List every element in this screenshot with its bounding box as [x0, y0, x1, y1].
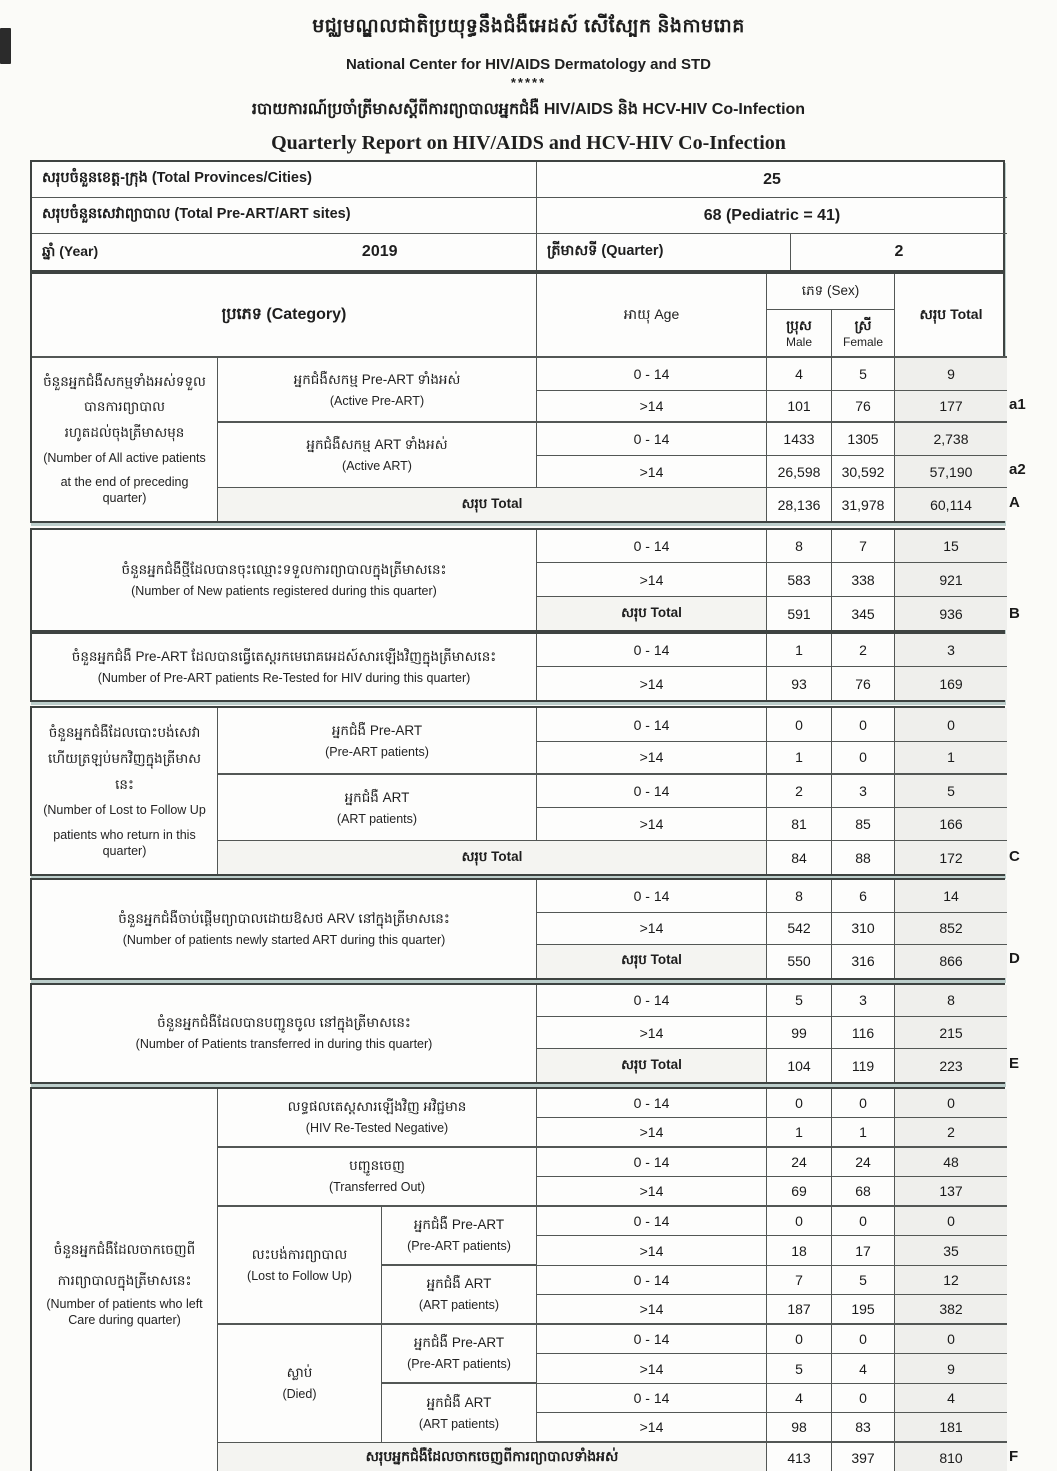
died-preart-label	[382, 1325, 537, 1384]
male-value-cell: 2	[767, 775, 832, 808]
female-value-cell: 119	[832, 1049, 895, 1081]
age-cell: 0 - 14	[537, 1384, 767, 1414]
age-cell: 0 - 14	[537, 1148, 767, 1178]
section-retest-label	[32, 634, 537, 700]
male-value-cell: 0	[767, 708, 832, 741]
label-line: អ្នកជំងឺ Pre-ART	[413, 1335, 505, 1351]
female-value-cell: 17	[832, 1236, 895, 1266]
female-value-cell: 0	[832, 1325, 895, 1355]
total-header: សរុប Total	[895, 274, 1007, 358]
total-value-cell: 2,738	[895, 423, 1007, 456]
age-cell: >14	[537, 1118, 767, 1148]
female-value-cell: 338	[832, 563, 895, 597]
label-line: រហូតដល់ចុងត្រីមាសមុន	[64, 424, 185, 440]
age-cell: 0 - 14	[537, 775, 767, 808]
section-c-label	[32, 708, 218, 874]
male-value-cell: 81	[767, 808, 832, 841]
male-value-cell: 18	[767, 1236, 832, 1266]
male-value-cell: 84	[767, 841, 832, 874]
age-cell: 0 - 14	[537, 423, 767, 456]
art-patients-label	[218, 775, 537, 841]
age-cell: >14	[537, 391, 767, 424]
label-line: អ្នកជំងឺសកម្ម ART ទាំងអស់	[306, 437, 448, 453]
died-art-label	[382, 1384, 537, 1443]
total-value-cell: 60,114	[895, 488, 1007, 521]
label-line: (Number of Patients transferred in during this quarter)	[135, 1037, 433, 1052]
preart-patients-label	[218, 708, 537, 774]
section-f-label	[32, 1089, 218, 1471]
section-retest-table	[30, 632, 1005, 702]
age-cell: >14	[537, 1354, 767, 1384]
female-value-cell: 4	[832, 1354, 895, 1384]
label-line: patients who return in this quarter)	[53, 828, 196, 859]
info-table-wrap	[30, 160, 1005, 272]
female-value-cell: 1305	[832, 423, 895, 456]
female-value-cell: 6	[832, 880, 895, 912]
female-value-cell: 316	[832, 945, 895, 977]
age-cell: >14	[537, 1295, 767, 1325]
female-value-cell: 0	[832, 1089, 895, 1119]
section-d-table	[30, 878, 1005, 979]
age-cell: >14	[537, 742, 767, 775]
female-value-cell: 68	[832, 1177, 895, 1207]
total-value-cell: 0	[895, 708, 1007, 741]
total-value-cell: 223	[895, 1049, 1007, 1081]
label-line: (Pre-ART patients)	[407, 1357, 511, 1372]
male-value-cell: 104	[767, 1049, 832, 1081]
row-letter-a1: a1	[1009, 396, 1026, 413]
total-value-cell: 8	[895, 985, 1007, 1017]
female-value-cell: 195	[832, 1295, 895, 1325]
age-cell: 0 - 14	[537, 880, 767, 912]
female-value-cell: 24	[832, 1148, 895, 1178]
info-table	[30, 160, 1005, 272]
male-value-cell: 26,598	[767, 456, 832, 489]
age-cell: 0 - 14	[537, 985, 767, 1017]
section-a-wrap	[30, 272, 1026, 523]
total-row-label: សរុប Total	[218, 488, 767, 521]
section-b-label	[32, 530, 537, 631]
age-cell: 0 - 14	[537, 1266, 767, 1296]
male-value-cell: 550	[767, 945, 832, 977]
female-value-cell: 30,592	[832, 456, 895, 489]
section-f-table	[30, 1087, 1005, 1471]
female-value-cell: 3	[832, 985, 895, 1017]
female-value-cell: 3	[832, 775, 895, 808]
label-line: អ្នកជំងឺ ART	[426, 1394, 492, 1410]
male-value-cell: 4	[767, 358, 832, 391]
total-value-cell: 0	[895, 1207, 1007, 1237]
age-cell: >14	[537, 1177, 767, 1207]
total-value-cell: 0	[895, 1089, 1007, 1119]
age-cell: 0 - 14	[537, 708, 767, 741]
female-value-cell: 310	[832, 913, 895, 945]
section-f-wrap	[30, 1087, 1019, 1471]
label-line: (Number of Pre-ART patients Re-Tested for HIV during this quarter)	[97, 671, 471, 686]
label-line: (Number of New patients registered during this quarter)	[131, 584, 437, 599]
total-value-cell: 15	[895, 530, 1007, 564]
section-a-table	[30, 272, 1005, 523]
label-line: ចំនួនអ្នកជំងឺដែលចាកចេញពី	[53, 1241, 196, 1257]
age-cell: 0 - 14	[537, 358, 767, 391]
age-cell: 0 - 14	[537, 530, 767, 564]
total-value-cell: 382	[895, 1295, 1007, 1325]
quarter-value: 2	[894, 243, 904, 260]
female-header-khmer: ស្រី	[854, 317, 872, 333]
label-line: (Number of patients newly started ART during this quarter)	[122, 932, 446, 947]
page-header	[0, 0, 1057, 155]
total-value-cell: 9	[895, 1354, 1007, 1384]
year-value: 2019	[361, 243, 398, 260]
row-letter-A: A	[1009, 494, 1020, 511]
male-value-cell: 1433	[767, 423, 832, 456]
female-value-cell: 76	[832, 391, 895, 424]
label-line: អ្នកជំងឺសកម្ម Pre-ART ទាំងអស់	[293, 371, 461, 387]
total-value-cell: 0	[895, 1325, 1007, 1355]
section-f-total-label: សរុបអ្នកជំងឺដែលចាកចេញពីការព្យាបាលទាំងអស់	[218, 1443, 767, 1471]
female-value-cell: 85	[832, 808, 895, 841]
row-letter-E: E	[1009, 1054, 1020, 1072]
age-cell: 0 - 14	[537, 1207, 767, 1237]
section-c-wrap	[30, 706, 1020, 876]
sites-value: 68 (Pediatric = 41)	[537, 198, 1007, 234]
provinces-value: 25	[537, 162, 1007, 198]
age-cell: >14	[537, 913, 767, 945]
female-value-cell: 83	[832, 1413, 895, 1443]
label-line: ហើយត្រឡប់មកវិញក្នុងត្រីមាស	[47, 750, 202, 766]
total-value-cell: 137	[895, 1177, 1007, 1207]
female-value-cell: 0	[832, 742, 895, 775]
female-value-cell: 31,978	[832, 488, 895, 521]
provinces-label: សរុបចំនួនខេត្ត-ក្រុង (Total Provinces/Cities)	[32, 162, 537, 198]
male-value-cell: 1	[767, 634, 832, 667]
label-line: ចំនួនអ្នកជំងឺដែលបោះបង់សេវា	[48, 724, 201, 740]
total-row-label: សរុប Total	[537, 945, 767, 977]
male-value-cell: 98	[767, 1413, 832, 1443]
label-line: (Number of All active patients	[43, 450, 206, 465]
total-value-cell: 852	[895, 913, 1007, 945]
lost-to-follow-up-label	[218, 1207, 382, 1325]
label-line: នេះ	[115, 776, 134, 792]
male-value-cell: 93	[767, 667, 832, 700]
age-cell: >14	[537, 1017, 767, 1049]
age-cell: >14	[537, 808, 767, 841]
total-value-cell: 12	[895, 1266, 1007, 1296]
active-art-label	[218, 423, 537, 488]
ltfu-preart-label	[382, 1207, 537, 1266]
report-title-khmer: របាយការណ៍ប្រចាំត្រីមាសស្តីពីការព្យាបាលអ្នកជំងឺ HIV/AIDS និង HCV-HIV Co-Infection	[251, 101, 806, 118]
total-value-cell: 215	[895, 1017, 1007, 1049]
row-letter-D: D	[1009, 950, 1020, 968]
report-title-english: Quarterly Report on HIV/AIDS and HCV-HIV Co-Infection	[271, 132, 786, 154]
label-line: (Transferred Out)	[328, 1180, 426, 1195]
transferred-out-label	[218, 1148, 537, 1207]
male-value-cell: 0	[767, 1325, 832, 1355]
total-row-label: សរុប Total	[218, 841, 767, 874]
label-line: ការព្យាបាលក្នុងត្រីមាសនេះ	[57, 1272, 192, 1288]
scan-artifact	[0, 28, 11, 64]
female-value-cell: 0	[832, 708, 895, 741]
label-line: បញ្ជូនចេញ	[349, 1158, 405, 1174]
label-line: Care during quarter)	[68, 1312, 181, 1327]
total-value-cell: 35	[895, 1236, 1007, 1266]
male-value-cell: 8	[767, 530, 832, 564]
label-line: (Number of patients who left	[46, 1296, 203, 1311]
female-value-cell: 116	[832, 1017, 895, 1049]
section-e-label	[32, 985, 537, 1082]
female-value-cell: 397	[832, 1443, 895, 1471]
male-value-cell: 413	[767, 1443, 832, 1471]
label-line: លះបង់ការព្យាបាល	[251, 1246, 348, 1262]
label-line: ចំនួនអ្នកជំងឺ Pre-ART ដែលបានធ្វើតេស្តរកមេរោគអេដស៍សារឡើងវិញក្នុងត្រីមាសនេះ	[71, 649, 497, 665]
label-line: អ្នកជំងឺ ART	[426, 1276, 492, 1292]
age-cell: >14	[537, 456, 767, 489]
male-value-cell: 99	[767, 1017, 832, 1049]
male-value-cell: 0	[767, 1089, 832, 1119]
label-line: (Died)	[282, 1387, 317, 1402]
label-line: (ART patients)	[418, 1416, 500, 1431]
total-value-cell: 2	[895, 1118, 1007, 1148]
male-value-cell: 69	[767, 1177, 832, 1207]
category-header: ប្រភេទ (Category)	[32, 274, 537, 358]
total-value-cell: 177	[895, 391, 1007, 424]
label-line: ចំនួនអ្នកជំងឺចាប់ផ្តើមព្យាបាលដោយឱសថ ARV នៅក្នុងត្រីមាសនេះ	[118, 910, 450, 926]
female-header-english: Female	[842, 334, 883, 349]
male-value-cell: 0	[767, 1207, 832, 1237]
total-value-cell: 3	[895, 634, 1007, 667]
label-line: (Number of Lost to Follow Up	[43, 803, 206, 818]
male-header	[767, 310, 832, 358]
female-value-cell: 0	[832, 1384, 895, 1414]
section-d-wrap	[30, 878, 1020, 979]
label-line: ចំនួនអ្នកជំងឺថ្មីដែលបានចុះឈ្មោះទទួលការព្យាបាលក្នុងត្រីមាសនេះ	[121, 562, 447, 578]
female-header	[832, 310, 895, 358]
female-value-cell: 7	[832, 530, 895, 564]
male-value-cell: 1	[767, 1118, 832, 1148]
year-cell	[32, 234, 537, 270]
female-value-cell: 5	[832, 1266, 895, 1296]
total-value-cell: 172	[895, 841, 1007, 874]
total-value-cell: 4	[895, 1384, 1007, 1414]
row-letter-F: F	[1009, 1447, 1019, 1465]
label-line: (ART patients)	[418, 1298, 500, 1313]
row-letter-C: C	[1009, 848, 1020, 866]
section-c-table	[30, 706, 1005, 876]
total-value-cell: 1	[895, 742, 1007, 775]
female-value-cell: 76	[832, 667, 895, 700]
section-e-table	[30, 983, 1005, 1084]
total-value-cell: 14	[895, 880, 1007, 912]
label-line: លទ្ធផលតេស្តសារឡើងវិញ អវិជ្ជមាន	[287, 1099, 467, 1115]
male-value-cell: 101	[767, 391, 832, 424]
divider-stars: *****	[510, 75, 547, 90]
retested-negative-label	[218, 1089, 537, 1148]
male-value-cell: 4	[767, 1384, 832, 1414]
ltfu-art-label	[382, 1266, 537, 1325]
male-value-cell: 187	[767, 1295, 832, 1325]
female-value-cell: 88	[832, 841, 895, 874]
org-name-khmer: មជ្ឈមណ្ឌលជាតិប្រយុទ្ធនឹងជំងឺអេដស៍ សើស្បែក និងកាមរោគ	[312, 16, 745, 37]
male-value-cell: 24	[767, 1148, 832, 1178]
total-value-cell: 181	[895, 1413, 1007, 1443]
total-row-label: សរុប Total	[537, 1049, 767, 1081]
male-value-cell: 5	[767, 985, 832, 1017]
female-value-cell: 345	[832, 597, 895, 631]
total-value-cell: 936	[895, 597, 1007, 631]
label-line: បានការព្យាបាល	[84, 399, 165, 415]
label-line: (Lost to Follow Up)	[247, 1268, 352, 1283]
total-value-cell: 169	[895, 667, 1007, 700]
age-cell: 0 - 14	[537, 1325, 767, 1355]
total-value-cell: 48	[895, 1148, 1007, 1178]
male-value-cell: 5	[767, 1354, 832, 1384]
section-b-wrap	[30, 528, 1020, 633]
male-header-khmer: ប្រុស	[786, 317, 812, 333]
total-value-cell: 166	[895, 808, 1007, 841]
age-cell: >14	[537, 563, 767, 597]
total-value-cell: 5	[895, 775, 1007, 808]
age-header: អាយុ Age	[537, 274, 767, 358]
section-e-wrap	[30, 983, 1020, 1084]
total-value-cell: 921	[895, 563, 1007, 597]
section-d-label	[32, 880, 537, 977]
total-value-cell: 866	[895, 945, 1007, 977]
age-cell: 0 - 14	[537, 1089, 767, 1119]
female-value-cell: 5	[832, 358, 895, 391]
male-value-cell: 7	[767, 1266, 832, 1296]
label-line: (HIV Re-Tested Negative)	[305, 1121, 449, 1136]
total-value-cell: 810	[895, 1443, 1007, 1471]
org-name-english: National Center for HIV/AIDS Dermatology and STD	[345, 56, 712, 73]
female-value-cell: 1	[832, 1118, 895, 1148]
label-line: អ្នកជំងឺ Pre-ART	[331, 722, 423, 738]
female-value-cell: 2	[832, 634, 895, 667]
row-letter-B: B	[1009, 604, 1020, 622]
male-value-cell: 583	[767, 563, 832, 597]
sex-header: ភេទ (Sex)	[767, 274, 895, 310]
age-cell: >14	[537, 667, 767, 700]
male-value-cell: 591	[767, 597, 832, 631]
female-value-cell: 0	[832, 1207, 895, 1237]
section-a-label	[32, 358, 218, 521]
male-header-english: Male	[785, 334, 812, 349]
died-label	[218, 1325, 382, 1443]
total-value-cell: 57,190	[895, 456, 1007, 489]
label-line: អ្នកជំងឺ ART	[344, 789, 410, 805]
label-line: ចំនួនអ្នកជំងឺដែលបានបញ្ជូនចូល នៅក្នុងត្រីមាសនេះ	[157, 1015, 411, 1031]
active-preart-label	[218, 358, 537, 423]
quarter-label: ត្រីមាសទី (Quarter)	[537, 234, 791, 270]
age-cell: >14	[537, 1236, 767, 1266]
male-value-cell: 1	[767, 742, 832, 775]
male-value-cell: 28,136	[767, 488, 832, 521]
total-value-cell: 9	[895, 358, 1007, 391]
age-cell: 0 - 14	[537, 634, 767, 667]
age-cell: >14	[537, 1413, 767, 1443]
label-line: អ្នកជំងឺ Pre-ART	[413, 1217, 505, 1233]
label-line: (Active Pre-ART)	[329, 393, 425, 408]
section-retest-wrap	[30, 632, 1005, 702]
label-line: (Pre-ART patients)	[325, 744, 429, 759]
sites-label: សរុបចំនួនសេវាព្យាបាល (Total Pre-ART/ART sites)	[32, 198, 537, 234]
male-value-cell: 8	[767, 880, 832, 912]
total-row-label: សរុប Total	[537, 597, 767, 631]
label-line: ស្លាប់	[286, 1365, 313, 1381]
label-line: ចំនួនអ្នកជំងឺសកម្មទាំងអស់ទទួល	[43, 373, 206, 389]
label-line: (ART patients)	[336, 811, 418, 826]
label-line: (Pre-ART patients)	[407, 1239, 511, 1254]
row-letter-a2: a2	[1009, 461, 1026, 478]
section-b-table	[30, 528, 1005, 633]
label-line: at the end of preceding quarter)	[60, 475, 189, 506]
year-label: ឆ្នាំ (Year)	[42, 242, 99, 259]
male-value-cell: 542	[767, 913, 832, 945]
label-line: (Active ART)	[342, 459, 412, 474]
